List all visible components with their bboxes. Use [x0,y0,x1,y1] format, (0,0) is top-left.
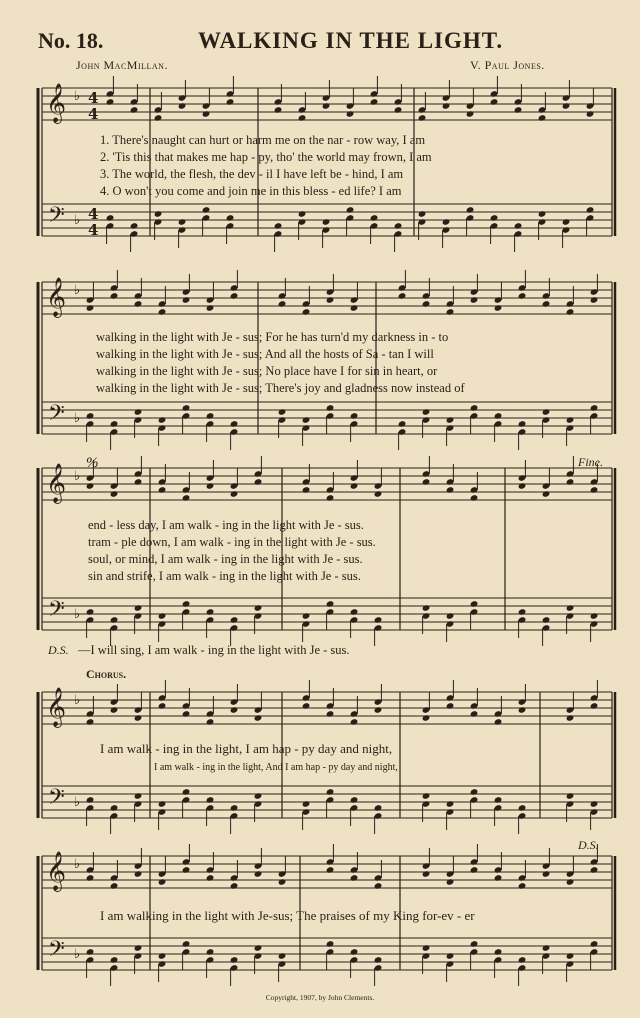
treble-note [230,490,239,498]
bass-note [490,214,499,222]
treble-note [110,706,119,714]
verse-1-line-3: end - less day, I am walk - ing in the light with Je - sus. [88,518,364,532]
chorus-soprano-lyric: I am walk - ing in the light, I am hap - py day and night, [100,741,393,756]
time-signature: 4 [88,205,99,223]
copyright-notice: Copyright, 1907, by John Clements. [265,993,375,1002]
bass-note [302,800,311,808]
bass-note [230,616,239,624]
bass-note [566,952,575,960]
treble-note [590,486,599,494]
bass-note [518,804,527,812]
treble-note [134,300,143,308]
bass-note [346,206,355,214]
treble-note [326,494,335,502]
treble-note [134,870,143,878]
flat-sign-icon: ♭ [74,795,81,810]
treble-note [562,102,571,110]
treble-note [158,308,167,316]
bass-note [322,218,331,226]
treble-note [542,300,551,308]
treble-note [226,98,235,106]
bass-note [542,408,551,416]
treble-note [230,882,239,890]
bass-note [422,944,431,952]
treble-note [418,114,427,122]
verse-3-line-2: walking in the light with Je - sus; No place have I for sin in heart, or [96,364,438,378]
treble-note [350,874,359,882]
treble-note [374,706,383,714]
bass-note [370,214,379,222]
bass-note [134,944,143,952]
treble-note [566,714,575,722]
bass-note [134,408,143,416]
bass-note [278,952,287,960]
verse-4-line-3: sin and strife, I am walk - ing in the light with Je - sus. [88,569,361,583]
bass-note [86,796,95,804]
bass-note [182,788,191,796]
bass-note [206,796,215,804]
bass-note [542,616,551,624]
flat-sign-icon: ♭ [74,283,81,298]
bass-note [466,206,475,214]
treble-note [542,490,551,498]
bass-note [326,940,335,948]
treble-note [106,98,115,106]
treble-note [182,710,191,718]
treble-note [446,486,455,494]
bass-note [326,600,335,608]
treble-note [350,482,359,490]
bass-note [590,404,599,412]
bass-note [518,956,527,964]
segno-sign: % [86,455,99,471]
verse-2-line-2: walking in the light with Je - sus; And all the hosts of Sa - tan I will [96,347,434,361]
treble-note [446,702,455,710]
treble-note [590,866,599,874]
bass-note [158,416,167,424]
treble-note [350,304,359,312]
treble-note [326,296,335,304]
treble-note [586,110,595,118]
treble-note [206,718,215,726]
treble-clef-icon: 𝄞 [46,687,67,727]
treble-clef-icon: 𝄞 [46,463,67,503]
bass-note [446,952,455,960]
bass-note [178,218,187,226]
bass-note [374,956,383,964]
bass-note [470,940,479,948]
bass-note [274,222,283,230]
bass-note [106,214,115,222]
bass-note [326,404,335,412]
chorus-label: Chorus. [86,667,127,681]
treble-note [446,308,455,316]
bass-note [446,800,455,808]
treble-note [350,718,359,726]
verse-1-line-2: walking in the light with Je - sus; For he has turn'd my darkness in - to [96,330,449,344]
bass-note [110,956,119,964]
treble-note [134,478,143,486]
treble-note [538,114,547,122]
flat-sign-icon: ♭ [74,947,81,962]
treble-note [86,874,95,882]
flat-sign-icon: ♭ [74,411,81,426]
treble-note [446,878,455,886]
treble-note [254,870,263,878]
flat-sign-icon: ♭ [74,607,81,622]
treble-note [346,110,355,118]
treble-note [182,296,191,304]
bass-clef-icon: 𝄢 [48,937,65,967]
treble-note [230,706,239,714]
verse-2-line-1: 2. 'Tis this that makes me hap - py, tho' the world may frown, I am [100,150,432,164]
chorus-bass-lyric: I am walk - ing in the light, And I am hap - py day and night, [154,762,398,773]
bass-note [298,210,307,218]
treble-note [274,106,283,114]
bass-note [206,608,215,616]
treble-note [542,870,551,878]
bass-note [518,608,527,616]
treble-note [470,494,479,502]
verse-3-line-3: soul, or mind, I am walk - ing in the light with Je - sus. [88,552,363,566]
treble-note [326,710,335,718]
bass-clef-icon: 𝄢 [48,203,65,233]
treble-note [230,292,239,300]
treble-note [422,714,431,722]
treble-note [590,296,599,304]
treble-note [254,478,263,486]
bass-note [470,404,479,412]
bass-note [254,604,263,612]
bass-note [590,800,599,808]
bass-note [422,604,431,612]
bass-note [470,788,479,796]
bass-note [538,210,547,218]
bass-clef-icon: 𝄢 [48,785,65,815]
treble-note [158,878,167,886]
time-signature: 4 [88,221,99,239]
treble-note [298,114,307,122]
treble-note [422,300,431,308]
treble-note [470,710,479,718]
bass-note [566,792,575,800]
bass-note [350,608,359,616]
bass-note [518,420,527,428]
bass-note [158,800,167,808]
bass-note [230,804,239,812]
treble-note [566,878,575,886]
hymn-number: No. 18. [38,28,104,53]
hymn-title: WALKING IN THE LIGHT. [198,28,504,53]
treble-note [518,706,527,714]
bass-note [254,792,263,800]
time-signature: 4 [88,105,99,123]
ds-line-label: D.S. [48,643,69,657]
treble-note [278,300,287,308]
bass-note [446,416,455,424]
bass-note [230,956,239,964]
flat-sign-icon: ♭ [74,693,81,708]
treble-note [86,718,95,726]
bass-note [206,412,215,420]
treble-note [566,478,575,486]
bass-note [202,206,211,214]
treble-note [590,702,599,710]
bass-note [278,408,287,416]
treble-note [110,490,119,498]
verse-4-line-1: 4. O won't you come and join me in this bless - ed life? I am [100,184,402,198]
chorus-lyric-line-2: I am walking in the light with Je-sus; The praises of my King for-ev - er [100,908,475,923]
bass-note [326,788,335,796]
bass-note [418,210,427,218]
bass-note [394,222,403,230]
treble-note [326,866,335,874]
bass-note [86,412,95,420]
treble-note [254,714,263,722]
bass-note [302,416,311,424]
treble-note [518,882,527,890]
treble-note [470,866,479,874]
treble-note [278,878,287,886]
bass-note [398,420,407,428]
verse-2-line-3: tram - ple down, I am walk - ing in the light with Je - sus. [88,535,376,549]
treble-note [514,106,523,114]
treble-note [442,102,451,110]
bass-note [590,612,599,620]
bass-note [206,948,215,956]
bass-note [566,416,575,424]
flat-sign-icon: ♭ [74,89,81,104]
treble-note [130,106,139,114]
bass-note [158,612,167,620]
time-signature: 4 [88,89,99,107]
verse-4-line-2: walking in the light with Je - sus; There's joy and gladness now instead of [96,381,465,395]
treble-note [158,486,167,494]
bass-note [494,948,503,956]
bass-note [350,796,359,804]
treble-note [566,308,575,316]
treble-note [470,296,479,304]
bass-note [586,206,595,214]
treble-note [134,714,143,722]
bass-note [182,600,191,608]
treble-note [398,292,407,300]
treble-note [494,304,503,312]
ds-label: D.S. [578,838,599,852]
treble-note [206,304,215,312]
treble-note [494,718,503,726]
treble-note [374,882,383,890]
bass-note [226,214,235,222]
treble-note [322,102,331,110]
treble-note [422,870,431,878]
bass-note [514,222,523,230]
bass-note [110,616,119,624]
ds-lyric-line: —I will sing, I am walk - ing in the light with Je - sus. [78,643,350,657]
bass-note [422,792,431,800]
treble-note [490,98,499,106]
bass-note [562,218,571,226]
bass-clef-icon: 𝄢 [48,597,65,627]
bass-note [154,210,163,218]
treble-note [518,482,527,490]
bass-note [374,616,383,624]
treble-clef-icon: 𝄞 [46,83,67,123]
fine-label: Fine. [578,455,603,469]
treble-note [158,702,167,710]
bass-note [590,940,599,948]
treble-note [302,702,311,710]
bass-note [182,940,191,948]
bass-note [254,944,263,952]
bass-note [350,412,359,420]
treble-note [302,308,311,316]
treble-note [182,494,191,502]
bass-note [422,408,431,416]
bass-note [86,948,95,956]
treble-note [110,292,119,300]
bass-note [110,804,119,812]
treble-note [518,292,527,300]
treble-note [466,110,475,118]
bass-note [182,404,191,412]
treble-note [206,874,215,882]
bass-note [86,608,95,616]
treble-note [86,304,95,312]
bass-note [134,604,143,612]
treble-note [178,102,187,110]
bass-note [470,600,479,608]
treble-note [206,482,215,490]
bass-note [158,952,167,960]
bass-note [442,218,451,226]
bass-note [542,944,551,952]
bass-note [446,612,455,620]
bass-note [110,420,119,428]
treble-note [374,490,383,498]
treble-note [370,98,379,106]
treble-note [494,874,503,882]
bass-note [350,948,359,956]
treble-note [202,110,211,118]
treble-note [394,106,403,114]
bass-note [230,420,239,428]
treble-note [154,114,163,122]
bass-note [494,796,503,804]
treble-note [110,882,119,890]
flat-sign-icon: ♭ [74,469,81,484]
flat-sign-icon: ♭ [74,857,81,872]
verse-1-line-1: 1. There's naught can hurt or harm me on the nar - row way, I am [100,133,426,147]
treble-note [422,478,431,486]
composer-credit: V. Paul Jones. [470,58,545,72]
lyricist-credit: John MacMillan. [76,58,168,72]
bass-clef-icon: 𝄢 [48,401,65,431]
bass-note [134,792,143,800]
bass-note [494,412,503,420]
bass-note [130,222,139,230]
treble-note [86,482,95,490]
verse-3-line-1: 3. The world, the flesh, the dev - il I have left be - hind, I am [100,167,404,181]
treble-clef-icon: 𝄞 [46,277,67,317]
bass-note [302,612,311,620]
bass-note [566,604,575,612]
treble-clef-icon: 𝄞 [46,851,67,891]
treble-note [182,866,191,874]
flat-sign-icon: ♭ [74,213,81,228]
bass-note [374,804,383,812]
treble-note [302,486,311,494]
